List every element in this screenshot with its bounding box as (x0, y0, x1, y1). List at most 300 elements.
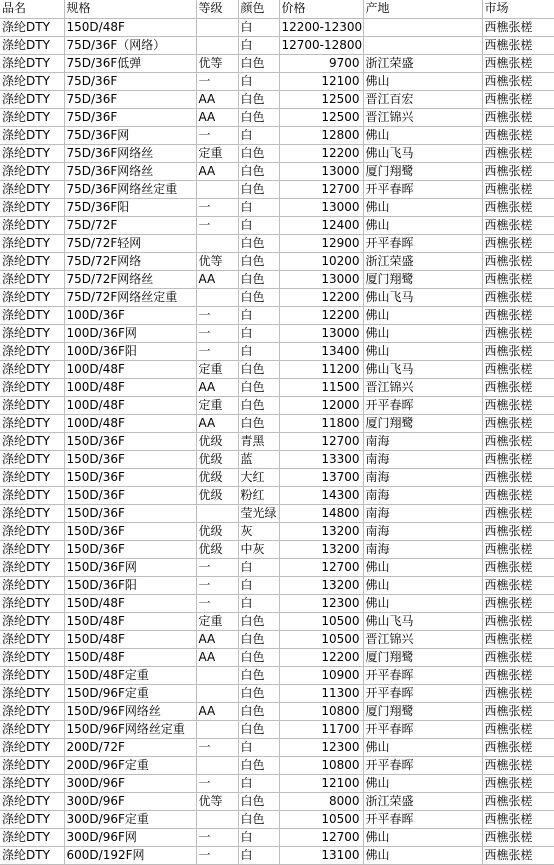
grade-cell[interactable]: AA (196, 414, 238, 432)
color-cell[interactable]: 白色 (238, 630, 279, 648)
color-cell[interactable]: 白色 (238, 180, 279, 198)
origin-cell[interactable]: 佛山飞马 (363, 288, 482, 306)
price-cell[interactable]: 10500 (279, 630, 363, 648)
color-cell[interactable]: 白 (238, 576, 279, 594)
spec-cell[interactable]: 75D/72F (64, 216, 196, 234)
color-cell[interactable]: 白色 (238, 684, 279, 702)
grade-cell[interactable]: AA (196, 630, 238, 648)
origin-cell[interactable]: 厦门翔鹭 (363, 270, 482, 288)
market-cell[interactable]: 西樵张槎 (482, 396, 554, 414)
origin-cell[interactable]: 佛山 (363, 738, 482, 756)
market-cell[interactable]: 西樵张槎 (482, 198, 554, 216)
name-cell[interactable]: 涤纶DTY (0, 18, 64, 36)
name-cell[interactable]: 涤纶DTY (0, 828, 64, 846)
market-cell[interactable]: 西樵张槎 (482, 288, 554, 306)
market-cell[interactable]: 西樵张槎 (482, 792, 554, 810)
market-cell[interactable]: 西樵张槎 (482, 360, 554, 378)
market-cell[interactable]: 西樵张槎 (482, 252, 554, 270)
market-cell[interactable]: 西樵张槎 (482, 756, 554, 774)
name-cell[interactable]: 涤纶DTY (0, 36, 64, 54)
spec-cell[interactable]: 150D/96F网络丝 (64, 702, 196, 720)
market-cell[interactable]: 西樵张槎 (482, 540, 554, 558)
spec-cell[interactable] (64, 36, 196, 54)
color-cell[interactable]: 白 (238, 594, 279, 612)
origin-cell[interactable]: 南海 (363, 540, 482, 558)
price-cell[interactable]: 11500 (279, 378, 363, 396)
price-cell[interactable]: 10900 (279, 666, 363, 684)
origin-cell[interactable]: 晋江锦兴 (363, 630, 482, 648)
price-cell[interactable]: 13000 (279, 270, 363, 288)
color-cell[interactable]: 白 (238, 126, 279, 144)
color-cell[interactable]: 白 (238, 846, 279, 864)
price-cell[interactable]: 13700 (279, 468, 363, 486)
spec-cell[interactable] (64, 666, 196, 684)
color-cell[interactable]: 白 (238, 198, 279, 216)
market-cell[interactable]: 西樵张槎 (482, 234, 554, 252)
origin-cell[interactable]: 佛山 (363, 72, 482, 90)
origin-cell[interactable]: 南海 (363, 432, 482, 450)
name-cell[interactable]: 涤纶DTY (0, 558, 64, 576)
spec-cell[interactable]: 150D/36F网 (64, 558, 196, 576)
spec-cell[interactable] (64, 504, 196, 522)
grade-cell[interactable]: 一 (196, 342, 238, 360)
market-cell[interactable]: 西樵张槎 (482, 774, 554, 792)
name-cell[interactable]: 涤纶DTY (0, 684, 64, 702)
origin-cell[interactable]: 开平春晖 (363, 396, 482, 414)
spec-cell[interactable]: 75D/36F低弹 (64, 54, 196, 72)
spec-cell[interactable]: 100D/36F阳 (64, 342, 196, 360)
origin-cell[interactable]: 佛山 (363, 306, 482, 324)
price-cell[interactable]: 10800 (279, 702, 363, 720)
spec-cell[interactable]: 200D/72F (64, 738, 196, 756)
grade-cell[interactable] (196, 36, 238, 54)
name-cell[interactable]: 涤纶DTY (0, 612, 64, 630)
color-cell[interactable]: 白 (238, 216, 279, 234)
market-cell[interactable]: 西樵张槎 (482, 18, 554, 36)
color-cell[interactable]: 白色 (238, 90, 279, 108)
name-cell[interactable]: 涤纶DTY (0, 414, 64, 432)
grade-cell[interactable]: 定重 (196, 360, 238, 378)
spec-cell[interactable]: 75D/36F (64, 72, 196, 90)
grade-cell[interactable] (196, 288, 238, 306)
grade-cell[interactable] (196, 666, 238, 684)
market-cell[interactable]: 西樵张槎 (482, 90, 554, 108)
price-cell[interactable]: 12800 (279, 126, 363, 144)
grade-cell[interactable]: AA (196, 108, 238, 126)
grade-cell[interactable]: 优级 (196, 540, 238, 558)
spec-cell[interactable]: 100D/48F (64, 360, 196, 378)
market-cell[interactable]: 西樵张槎 (482, 684, 554, 702)
name-cell[interactable]: 涤纶DTY (0, 126, 64, 144)
market-cell[interactable]: 西樵张槎 (482, 432, 554, 450)
origin-cell[interactable]: 开平春晖 (363, 684, 482, 702)
spec-cell[interactable] (64, 684, 196, 702)
origin-cell[interactable]: 厦门翔鹭 (363, 702, 482, 720)
spec-cell[interactable]: 150D/48F (64, 612, 196, 630)
market-cell[interactable]: 西樵张槎 (482, 558, 554, 576)
color-cell[interactable]: 白色 (238, 810, 279, 828)
color-cell[interactable]: 白色 (238, 270, 279, 288)
color-cell[interactable]: 白 (238, 828, 279, 846)
market-cell[interactable]: 西樵张槎 (482, 594, 554, 612)
origin-cell[interactable]: 开平春晖 (363, 810, 482, 828)
grade-cell[interactable]: 一 (196, 216, 238, 234)
header-cell[interactable]: 规格 (64, 0, 196, 18)
name-cell[interactable]: 涤纶DTY (0, 180, 64, 198)
origin-cell[interactable]: 佛山 (363, 198, 482, 216)
market-cell[interactable]: 西樵张槎 (482, 216, 554, 234)
spec-cell[interactable] (64, 234, 196, 252)
name-cell[interactable]: 涤纶DTY (0, 360, 64, 378)
name-cell[interactable]: 涤纶DTY (0, 468, 64, 486)
grade-cell[interactable]: 一 (196, 774, 238, 792)
origin-cell[interactable]: 开平春晖 (363, 756, 482, 774)
spec-cell[interactable] (64, 288, 196, 306)
origin-cell[interactable]: 晋江百宏 (363, 90, 482, 108)
color-cell[interactable]: 青黑 (238, 432, 279, 450)
origin-cell[interactable]: 佛山 (363, 576, 482, 594)
color-cell[interactable]: 白 (238, 36, 279, 54)
header-cell[interactable]: 市场 (482, 0, 554, 18)
name-cell[interactable]: 涤纶DTY (0, 378, 64, 396)
origin-cell[interactable]: 佛山 (363, 774, 482, 792)
name-cell[interactable]: 涤纶DTY (0, 756, 64, 774)
name-cell[interactable]: 涤纶DTY (0, 630, 64, 648)
spec-cell[interactable]: 100D/36F网 (64, 324, 196, 342)
origin-cell[interactable]: 佛山 (363, 216, 482, 234)
color-cell[interactable]: 白 (238, 306, 279, 324)
price-cell[interactable]: 13000 (279, 324, 363, 342)
price-cell[interactable]: 12000 (279, 396, 363, 414)
grade-cell[interactable]: 优级 (196, 450, 238, 468)
price-cell[interactable]: 13200 (279, 540, 363, 558)
grade-cell[interactable]: 一 (196, 846, 238, 864)
spec-cell[interactable]: 75D/72F网络丝 (64, 270, 196, 288)
market-cell[interactable]: 西樵张槎 (482, 162, 554, 180)
grade-cell[interactable]: 优级 (196, 432, 238, 450)
price-cell[interactable]: 12900 (279, 234, 363, 252)
color-cell[interactable]: 白 (238, 342, 279, 360)
color-cell[interactable]: 中灰 (238, 540, 279, 558)
color-cell[interactable]: 蓝 (238, 450, 279, 468)
name-cell[interactable]: 涤纶DTY (0, 72, 64, 90)
price-cell[interactable]: 12500 (279, 90, 363, 108)
price-cell[interactable]: 14800 (279, 504, 363, 522)
color-cell[interactable]: 白 (238, 738, 279, 756)
color-cell[interactable]: 白色 (238, 396, 279, 414)
origin-cell[interactable]: 佛山 (363, 126, 482, 144)
spec-cell[interactable] (64, 756, 196, 774)
spec-cell[interactable]: 150D/48F (64, 594, 196, 612)
grade-cell[interactable] (196, 810, 238, 828)
name-cell[interactable]: 涤纶DTY (0, 234, 64, 252)
spec-cell[interactable]: 100D/48F (64, 396, 196, 414)
market-cell[interactable]: 西樵张槎 (482, 126, 554, 144)
market-cell[interactable]: 西樵张槎 (482, 144, 554, 162)
color-cell[interactable]: 白色 (238, 612, 279, 630)
name-cell[interactable]: 涤纶DTY (0, 306, 64, 324)
grade-cell[interactable]: 一 (196, 126, 238, 144)
name-cell[interactable]: 涤纶DTY (0, 540, 64, 558)
color-cell[interactable]: 白 (238, 72, 279, 90)
color-cell[interactable]: 白色 (238, 288, 279, 306)
market-cell[interactable]: 西樵张槎 (482, 702, 554, 720)
color-cell[interactable]: 白 (238, 774, 279, 792)
color-cell[interactable]: 灰 (238, 522, 279, 540)
grade-cell[interactable]: 一 (196, 576, 238, 594)
origin-cell[interactable]: 佛山飞马 (363, 144, 482, 162)
price-cell[interactable]: 12500 (279, 108, 363, 126)
market-cell[interactable]: 西樵张槎 (482, 576, 554, 594)
name-cell[interactable]: 涤纶DTY (0, 162, 64, 180)
market-cell[interactable]: 西樵张槎 (482, 720, 554, 738)
color-cell[interactable]: 白色 (238, 360, 279, 378)
spec-cell[interactable] (64, 18, 196, 36)
grade-cell[interactable] (196, 684, 238, 702)
name-cell[interactable]: 涤纶DTY (0, 432, 64, 450)
grade-cell[interactable]: AA (196, 90, 238, 108)
spec-cell[interactable]: 300D/96F (64, 774, 196, 792)
origin-cell[interactable]: 佛山飞马 (363, 360, 482, 378)
grade-cell[interactable]: 一 (196, 198, 238, 216)
spec-cell[interactable] (64, 720, 196, 738)
price-cell[interactable]: 12300 (279, 738, 363, 756)
name-cell[interactable]: 涤纶DTY (0, 396, 64, 414)
grade-cell[interactable]: 一 (196, 558, 238, 576)
market-cell[interactable]: 西樵张槎 (482, 108, 554, 126)
spec-cell[interactable]: 150D/36F (64, 486, 196, 504)
market-cell[interactable]: 西樵张槎 (482, 450, 554, 468)
color-cell[interactable]: 白色 (238, 756, 279, 774)
market-cell[interactable]: 西樵张槎 (482, 810, 554, 828)
name-cell[interactable]: 涤纶DTY (0, 252, 64, 270)
grade-cell[interactable]: AA (196, 702, 238, 720)
grade-cell[interactable]: AA (196, 648, 238, 666)
grade-cell[interactable]: 优等 (196, 792, 238, 810)
grade-cell[interactable]: 优等 (196, 54, 238, 72)
color-cell[interactable]: 白色 (238, 648, 279, 666)
market-cell[interactable]: 西樵张槎 (482, 180, 554, 198)
market-cell[interactable]: 西樵张槎 (482, 468, 554, 486)
spec-cell[interactable] (64, 810, 196, 828)
price-cell[interactable]: 12700 (279, 828, 363, 846)
spec-cell[interactable]: 300D/96F网 (64, 828, 196, 846)
name-cell[interactable]: 涤纶DTY (0, 450, 64, 468)
market-cell[interactable]: 西樵张槎 (482, 54, 554, 72)
color-cell[interactable]: 粉红 (238, 486, 279, 504)
header-cell[interactable]: 等级 (196, 0, 238, 18)
market-cell[interactable]: 西樵张槎 (482, 738, 554, 756)
name-cell[interactable]: 涤纶DTY (0, 846, 64, 864)
price-cell[interactable] (279, 18, 363, 36)
spec-cell[interactable]: 75D/72F网络 (64, 252, 196, 270)
spec-cell[interactable]: 75D/36F网络丝 (64, 162, 196, 180)
origin-cell[interactable]: 开平春晖 (363, 666, 482, 684)
price-cell[interactable]: 12200 (279, 288, 363, 306)
market-cell[interactable]: 西樵张槎 (482, 504, 554, 522)
market-cell[interactable]: 西樵张槎 (482, 324, 554, 342)
name-cell[interactable]: 涤纶DTY (0, 504, 64, 522)
grade-cell[interactable] (196, 18, 238, 36)
origin-cell[interactable]: 厦门翔鹭 (363, 414, 482, 432)
name-cell[interactable]: 涤纶DTY (0, 216, 64, 234)
spec-cell[interactable]: 100D/36F (64, 306, 196, 324)
color-cell[interactable]: 白 (238, 18, 279, 36)
spec-cell[interactable]: 75D/36F (64, 108, 196, 126)
grade-cell[interactable]: AA (196, 378, 238, 396)
grade-cell[interactable]: 优等 (196, 252, 238, 270)
origin-cell[interactable] (363, 36, 482, 54)
grade-cell[interactable]: 定重 (196, 612, 238, 630)
market-cell[interactable]: 西樵张槎 (482, 36, 554, 54)
name-cell[interactable]: 涤纶DTY (0, 576, 64, 594)
price-cell[interactable]: 12100 (279, 72, 363, 90)
market-cell[interactable]: 西樵张槎 (482, 648, 554, 666)
spec-cell[interactable]: 75D/36F阳 (64, 198, 196, 216)
market-cell[interactable]: 西樵张槎 (482, 270, 554, 288)
color-cell[interactable]: 白色 (238, 108, 279, 126)
spec-cell[interactable]: 300D/96F (64, 792, 196, 810)
color-cell[interactable]: 白色 (238, 414, 279, 432)
origin-cell[interactable]: 浙江荣盛 (363, 252, 482, 270)
price-cell[interactable]: 12200 (279, 648, 363, 666)
spec-cell[interactable]: 150D/36F (64, 432, 196, 450)
origin-cell[interactable]: 佛山 (363, 594, 482, 612)
origin-cell[interactable]: 南海 (363, 522, 482, 540)
price-cell[interactable]: 11300 (279, 684, 363, 702)
name-cell[interactable]: 涤纶DTY (0, 144, 64, 162)
origin-cell[interactable]: 佛山飞马 (363, 612, 482, 630)
spec-cell[interactable]: 600D/192F网 (64, 846, 196, 864)
price-cell[interactable]: 11200 (279, 360, 363, 378)
color-cell[interactable]: 白色 (238, 144, 279, 162)
price-cell[interactable]: 11800 (279, 414, 363, 432)
color-cell[interactable]: 白色 (238, 54, 279, 72)
spec-cell[interactable]: 150D/36F (64, 540, 196, 558)
spec-cell[interactable]: 150D/36F阳 (64, 576, 196, 594)
spec-cell[interactable]: 150D/48F (64, 648, 196, 666)
grade-cell[interactable]: 一 (196, 828, 238, 846)
market-cell[interactable]: 西樵张槎 (482, 342, 554, 360)
color-cell[interactable]: 白色 (238, 720, 279, 738)
name-cell[interactable]: 涤纶DTY (0, 342, 64, 360)
price-cell[interactable]: 11700 (279, 720, 363, 738)
header-cell[interactable]: 颜色 (238, 0, 279, 18)
price-cell[interactable]: 12700 (279, 432, 363, 450)
market-cell[interactable]: 西樵张槎 (482, 72, 554, 90)
price-cell[interactable]: 12200 (279, 144, 363, 162)
spec-cell[interactable] (64, 180, 196, 198)
grade-cell[interactable]: 优级 (196, 522, 238, 540)
origin-cell[interactable]: 开平春晖 (363, 180, 482, 198)
header-cell[interactable]: 价格 (279, 0, 363, 18)
grade-cell[interactable]: 优级 (196, 468, 238, 486)
price-cell[interactable]: 10200 (279, 252, 363, 270)
price-cell[interactable] (279, 36, 363, 54)
price-cell[interactable]: 13200 (279, 522, 363, 540)
price-cell[interactable]: 12300 (279, 594, 363, 612)
origin-cell[interactable]: 佛山 (363, 342, 482, 360)
spec-cell[interactable]: 100D/48F (64, 414, 196, 432)
origin-cell[interactable]: 佛山 (363, 558, 482, 576)
color-cell[interactable]: 大红 (238, 468, 279, 486)
name-cell[interactable]: 涤纶DTY (0, 792, 64, 810)
grade-cell[interactable]: 一 (196, 324, 238, 342)
name-cell[interactable]: 涤纶DTY (0, 288, 64, 306)
origin-cell[interactable]: 厦门翔鹭 (363, 162, 482, 180)
name-cell[interactable]: 涤纶DTY (0, 270, 64, 288)
origin-cell[interactable]: 南海 (363, 468, 482, 486)
market-cell[interactable]: 西樵张槎 (482, 846, 554, 864)
spec-cell[interactable]: 75D/36F网 (64, 126, 196, 144)
origin-cell[interactable]: 南海 (363, 504, 482, 522)
spec-cell[interactable]: 75D/36F网络丝 (64, 144, 196, 162)
grade-cell[interactable]: 一 (196, 738, 238, 756)
market-cell[interactable]: 西樵张槎 (482, 828, 554, 846)
color-cell[interactable]: 白色 (238, 234, 279, 252)
header-cell[interactable]: 产地 (363, 0, 482, 18)
grade-cell[interactable]: 一 (196, 594, 238, 612)
price-cell[interactable]: 8000 (279, 792, 363, 810)
price-cell[interactable]: 12400 (279, 216, 363, 234)
name-cell[interactable]: 涤纶DTY (0, 54, 64, 72)
grade-cell[interactable]: AA (196, 270, 238, 288)
market-cell[interactable]: 西樵张槎 (482, 522, 554, 540)
name-cell[interactable]: 涤纶DTY (0, 774, 64, 792)
name-cell[interactable]: 涤纶DTY (0, 648, 64, 666)
origin-cell[interactable]: 开平春晖 (363, 720, 482, 738)
grade-cell[interactable] (196, 756, 238, 774)
spec-cell[interactable]: 100D/48F (64, 378, 196, 396)
price-cell[interactable]: 13100 (279, 846, 363, 864)
name-cell[interactable]: 涤纶DTY (0, 702, 64, 720)
color-cell[interactable]: 莹光绿 (238, 504, 279, 522)
name-cell[interactable]: 涤纶DTY (0, 666, 64, 684)
price-cell[interactable]: 13300 (279, 450, 363, 468)
header-cell[interactable]: 品名 (0, 0, 64, 18)
origin-cell[interactable]: 开平春晖 (363, 234, 482, 252)
origin-cell[interactable]: 浙江荣盛 (363, 54, 482, 72)
price-cell[interactable]: 10500 (279, 810, 363, 828)
color-cell[interactable]: 白色 (238, 162, 279, 180)
color-cell[interactable]: 白色 (238, 792, 279, 810)
market-cell[interactable]: 西樵张槎 (482, 612, 554, 630)
grade-cell[interactable] (196, 720, 238, 738)
price-cell[interactable]: 13400 (279, 342, 363, 360)
origin-cell[interactable]: 浙江荣盛 (363, 792, 482, 810)
color-cell[interactable]: 白 (238, 558, 279, 576)
color-cell[interactable]: 白 (238, 324, 279, 342)
market-cell[interactable]: 西樵张槎 (482, 306, 554, 324)
origin-cell[interactable]: 佛山 (363, 828, 482, 846)
color-cell[interactable]: 白色 (238, 702, 279, 720)
name-cell[interactable]: 涤纶DTY (0, 810, 64, 828)
origin-cell[interactable]: 南海 (363, 486, 482, 504)
spec-cell[interactable]: 150D/36F (64, 468, 196, 486)
price-cell[interactable]: 9700 (279, 54, 363, 72)
spec-cell[interactable]: 150D/48F (64, 630, 196, 648)
grade-cell[interactable] (196, 234, 238, 252)
name-cell[interactable]: 涤纶DTY (0, 198, 64, 216)
grade-cell[interactable]: 一 (196, 306, 238, 324)
grade-cell[interactable]: 优级 (196, 486, 238, 504)
price-cell[interactable]: 14300 (279, 486, 363, 504)
market-cell[interactable]: 西樵张槎 (482, 666, 554, 684)
origin-cell[interactable]: 晋江锦兴 (363, 108, 482, 126)
grade-cell[interactable]: 一 (196, 72, 238, 90)
spec-cell[interactable]: 75D/36F (64, 90, 196, 108)
name-cell[interactable]: 涤纶DTY (0, 90, 64, 108)
